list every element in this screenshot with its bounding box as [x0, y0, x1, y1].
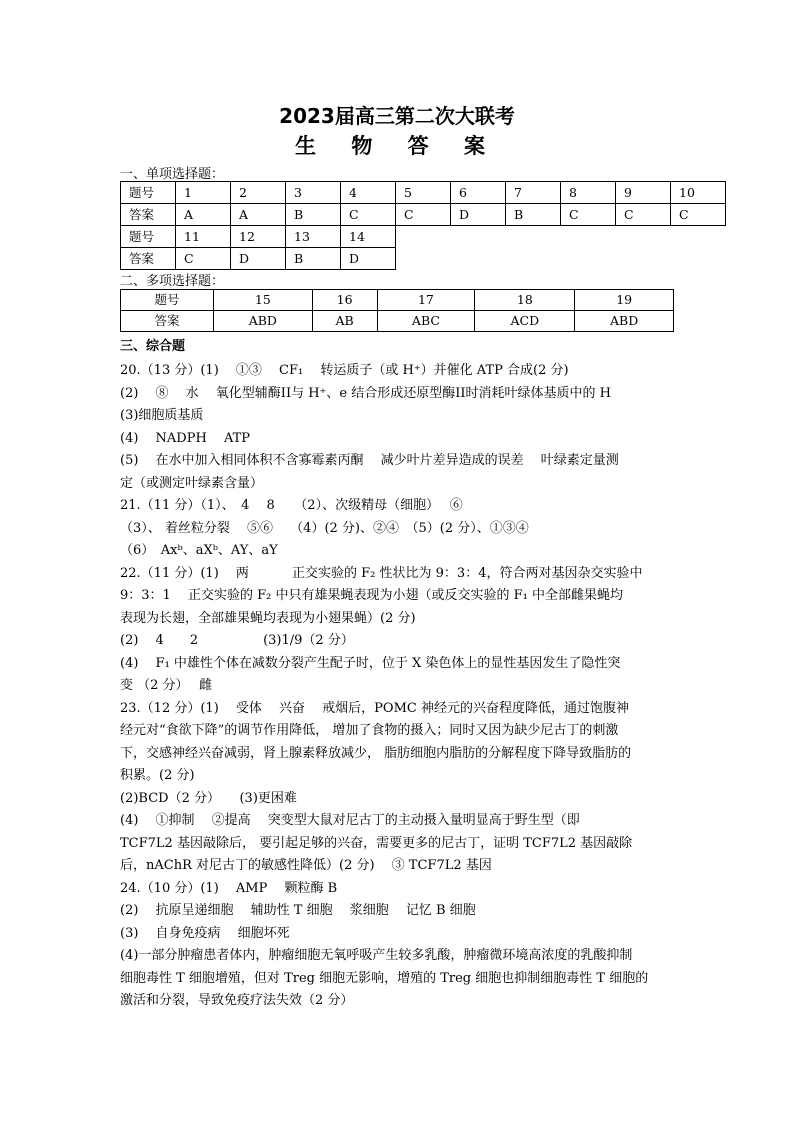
answer-line: 经元对“食欲下降”的调节作用降低， 增加了食物的摄入；同时又因为缺少尼古丁的刺激 [120, 723, 619, 738]
section3-heading: 三、综合题 [120, 339, 186, 354]
table-cell: ACD [475, 311, 575, 332]
table-cell: 14 [341, 226, 396, 248]
table-cell: 11 [176, 226, 231, 248]
table-row [121, 311, 674, 332]
table-cell: 15 [214, 290, 313, 311]
answer-line: 细胞毒性 T 细胞增殖，但对 Treg 细胞无影响，增殖的 Treg 细胞也抑制细胞毒性 T 细胞的 [120, 970, 649, 986]
answer-line: (2) 抗原呈递细胞 辅助性 T 细胞 浆细胞 记忆 B 细胞 [120, 903, 476, 918]
table-row [121, 182, 726, 204]
table-cell: C [561, 204, 616, 226]
answer-line: (2) ⑧ 水 氧化型辅酶II与 H⁺、e 结合形成还原型酶II时消耗叶绿体基质中的 H [120, 385, 611, 401]
answer-line: 24.（10 分）(1) AMP 颗粒酶 B [120, 880, 338, 896]
table-cell: D [341, 248, 396, 270]
answer-line: (2)BCD（2 分） (3)更困难 [120, 790, 297, 806]
row-label: 题号 [121, 182, 176, 204]
table-cell: 4 [341, 182, 396, 204]
table-cell: 6 [451, 182, 506, 204]
table-cell: 19 [575, 290, 674, 311]
table-cell: B [286, 248, 341, 270]
answer-line: 定（或测定叶绿素含量） [120, 475, 264, 491]
table-cell: ABD [575, 311, 674, 332]
answer-line: 变 （2 分） 雌 [120, 678, 213, 693]
table-cell: 16 [312, 290, 377, 311]
table-cell: B [506, 204, 561, 226]
answer-line: 20.（13 分）(1) ①③ CF₁ 转运质子（或 H⁺）并催化 ATP 合成(2 分) [120, 363, 569, 378]
table-cell: 13 [286, 226, 341, 248]
table-cell: 8 [561, 182, 616, 204]
table-cell: A [231, 204, 286, 226]
table-cell: C [396, 204, 451, 226]
answer-line: 21.（11 分）（1）、 4 8 （2）、次级精母（细胞） ⑥ [120, 498, 463, 513]
table-cell: 18 [475, 290, 575, 311]
answer-line: (3)细胞质基质 [120, 408, 204, 423]
answer-line: 22.（11 分）(1) 两 正交实验的 F₂ 性状比为 9：3：4，符合两对基因杂交实验中 [120, 565, 643, 581]
answer-line: 9：3：1 正交实验的 F₂ 中只有雄果蝇表现为小翅（或反交实验的 F₁ 中全部雌果蝇均 [120, 588, 623, 603]
answer-line: (4) ①抑制 ②提高 突变型大鼠对尼古丁的主动摄入量明显高于野生型（即 [120, 813, 580, 828]
table-cell: 3 [286, 182, 341, 204]
table-cell: C [671, 204, 726, 226]
page-subtitle: 生 物 答 案 [295, 134, 499, 158]
multi-choice-table [120, 289, 674, 332]
table-cell: 10 [671, 182, 726, 204]
single-choice-table [120, 181, 726, 270]
answer-line: 后，nAChR 对尼古丁的敏感性降低）(2 分) ③ TCF7L2 基因 [120, 858, 492, 873]
row-label: 答案 [121, 311, 214, 332]
answer-line: 积累。(2 分) [120, 768, 195, 783]
answer-line: (4)一部分肿瘤患者体内，肿瘤细胞无氧呼吸产生较多乳酸，肿瘤微环境高浓度的乳酸抑制 [120, 948, 633, 963]
table-cell: 17 [377, 290, 475, 311]
table-cell: 9 [616, 182, 671, 204]
table-row [121, 226, 726, 248]
answer-line: (5) 在水中加入相同体积不含寡霉素丙酮 减少叶片差异造成的误差 叶绿素定量测 [120, 453, 619, 468]
row-label: 答案 [121, 204, 176, 226]
table-row [121, 204, 726, 226]
table-cell: AB [312, 311, 377, 332]
table-cell: 7 [506, 182, 561, 204]
table-cell: D [231, 248, 286, 270]
row-label: 答案 [121, 248, 176, 270]
table-cell: B [286, 204, 341, 226]
answer-line: （3）、 着丝粒分裂 ⑤⑥ （4）(2 分)、②④ （5）(2 分）、①③④ [120, 520, 529, 536]
table-cell: C [341, 204, 396, 226]
table-row [121, 290, 674, 311]
answer-line: TCF7L2 基因敲除后， 要引起足够的兴奋，需要更多的尼古丁，证明 TCF7L2 基因敲除 [120, 835, 633, 851]
table-cell: C [176, 248, 231, 270]
table-cell: D [451, 204, 506, 226]
answer-line: 下，交感神经兴奋减弱，肾上腺素释放减少， 脂肪细胞内脂肪的分解程度下降导致脂肪的 [120, 745, 632, 761]
table-cell: 5 [396, 182, 451, 204]
answer-line: (4) NADPH ATP [120, 430, 251, 446]
table-cell: 1 [176, 182, 231, 204]
section1-heading: 一、单项选择题： [120, 167, 225, 182]
page-title: 2023届高三第二次大联考 [279, 104, 515, 128]
table-row [121, 248, 726, 270]
answer-line: (4) F₁ 中雄性个体在减数分裂产生配子时，位于 X 染色体上的显性基因发生了隐性突 [120, 655, 621, 671]
table-cell: 12 [231, 226, 286, 248]
answer-line: (2) 4 2 (3)1/9（2 分） [120, 633, 354, 648]
table-cell: A [176, 204, 231, 226]
table-cell: ABC [377, 311, 475, 332]
section2-heading: 二、多项选择题： [120, 274, 225, 289]
table-cell: ABD [214, 311, 313, 332]
table-cell: 2 [231, 182, 286, 204]
answer-line: (3) 自身免疫病 细胞坏死 [120, 925, 290, 941]
answer-line: 23.（12 分）(1) 受体 兴奋 戒烟后，POMC 神经元的兴奋程度降低，通过饱腹神 [120, 700, 629, 716]
answer-body [120, 360, 676, 1013]
table-cell: C [616, 204, 671, 226]
row-label: 题号 [121, 226, 176, 248]
answer-line: 激活和分裂，导致免疫疗法失效（2 分） [120, 993, 354, 1008]
answer-line: 表现为长翅，全部雄果蝇均表现为小翅果蝇）(2 分) [120, 610, 416, 626]
row-label: 题号 [121, 290, 214, 311]
answer-line: （6） Axᵇ、aXᵇ、AY、aY [120, 543, 278, 558]
